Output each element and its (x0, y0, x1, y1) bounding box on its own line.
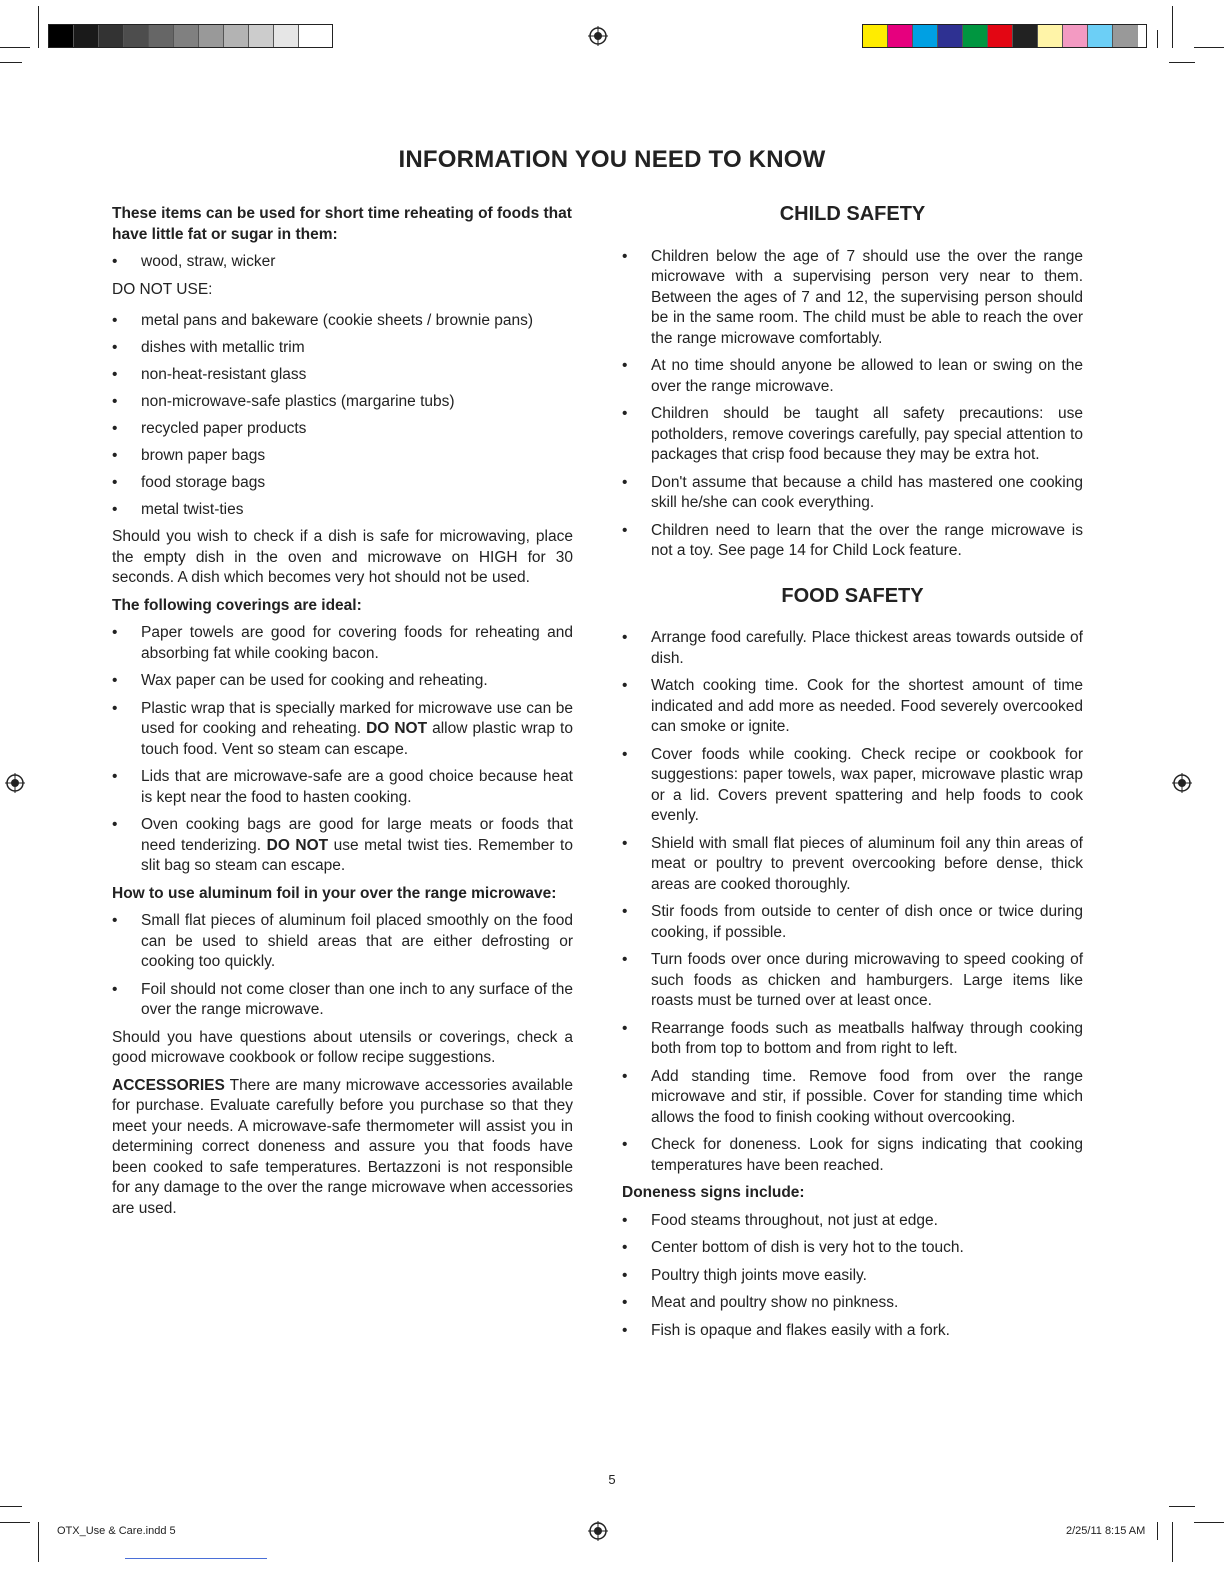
questions-paragraph: Should you have questions about utensils or coverings, check a good microwave cookbook or follow recipe suggestions. (112, 1028, 573, 1066)
grayscale-calibration-bar (48, 24, 333, 48)
slug-underline (125, 1558, 267, 1559)
registration-target-icon (1172, 773, 1192, 793)
item-text: use metal twist ties. Remember to slit bag so steam can escape. (141, 836, 573, 874)
list-item: • dishes with metallic trim (112, 338, 573, 359)
do-not-use-list (112, 311, 573, 521)
list-item: • Fish is opaque and flakes easily with a fork. (622, 1321, 1083, 1342)
right-column (622, 204, 1083, 1348)
color-calibration-bar (862, 24, 1147, 48)
doneness-heading: Doneness signs include: (622, 1184, 805, 1201)
color-swatch (274, 25, 299, 47)
item-text: Plastic wrap that is specially marked for microwave use can be used for cooking and reheating. (141, 699, 573, 737)
crop-mark (1172, 1522, 1173, 1562)
list-item: • food storage bags (112, 473, 573, 494)
color-swatch (74, 25, 99, 47)
list-item: • recycled paper products (112, 419, 573, 440)
color-swatch (863, 25, 888, 47)
color-swatch (99, 25, 124, 47)
crop-mark (1157, 30, 1158, 48)
page-title: INFORMATION YOU NEED TO KNOW (398, 146, 826, 173)
color-swatch (1038, 25, 1063, 47)
color-swatch (49, 25, 74, 47)
list-item: • non-heat-resistant glass (112, 365, 573, 386)
list-item: • Children need to learn that the over the range microwave is not a toy. See page 14 for Child Lock feature. (622, 521, 1083, 562)
list-item: • Don't assume that because a child has mastered one cooking skill he/she can cook everything. (622, 473, 1083, 514)
accessories-label: ACCESSORIES (112, 1076, 225, 1094)
foil-heading: How to use aluminum foil in your over the range microwave: (112, 884, 557, 902)
list-item: • Paper towels are good for covering foods for reheating and absorbing fat while cooking bacon. (112, 623, 573, 664)
crop-mark (1169, 62, 1195, 63)
crop-mark (38, 1522, 39, 1562)
color-swatch (199, 25, 224, 47)
crop-mark (1172, 6, 1173, 48)
list-item: • Stir foods from outside to center of dish once or twice during cooking, if possible. (622, 902, 1083, 943)
color-swatch (299, 25, 324, 47)
intro-heading: These items can be used for short time reheating of foods that have little fat or sugar in them: (112, 205, 572, 243)
crop-mark (0, 62, 22, 63)
color-swatch (1088, 25, 1113, 47)
list-item (112, 699, 573, 761)
list-item: • Children should be taught all safety precautions: use potholders, remove coverings carefully, pay special attention to packages that crisp food because they may be extra hot. (622, 404, 1083, 466)
list-item: • Food steams throughout, not just at edge. (622, 1211, 1083, 1232)
color-swatch (174, 25, 199, 47)
list-item: • Poultry thigh joints move easily. (622, 1266, 1083, 1287)
color-swatch (1063, 25, 1088, 47)
slug-timestamp: 2/25/11 8:15 AM (1066, 1525, 1146, 1537)
color-swatch (888, 25, 913, 47)
check-dish-paragraph: Should you wish to check if a dish is safe for microwaving, place the empty dish in the oven and microwave on HIGH for 30 seconds. A dish which becomes very hot should not be used. (112, 528, 573, 586)
color-swatch (249, 25, 274, 47)
list-item: • Rearrange foods such as meatballs halfway through cooking both from top to bottom and from right to left. (622, 1019, 1083, 1060)
list-item: • metal pans and bakeware (cookie sheets / brownie pans) (112, 311, 573, 332)
list-item: • Wax paper can be used for cooking and reheating. (112, 671, 573, 692)
color-swatch (124, 25, 149, 47)
page-number: 5 (608, 1472, 616, 1487)
list-item: • wood, straw, wicker (112, 252, 573, 273)
list-item: • Children below the age of 7 should use the over the range microwave with a supervising person very near to them. Between the ages of 7 and 12, the supervising person should be in the same room. The child must be able to reach the over the range microwave comfortably. (622, 247, 1083, 350)
list-item: • Turn foods over once during microwaving to speed cooking of such foods as chicken and hamburgers. Large items like roasts must be turned over at least once. (622, 950, 1083, 1012)
color-swatch (938, 25, 963, 47)
slug-filename: OTX_Use & Care.indd 5 (57, 1525, 176, 1537)
emphasis: DO NOT (366, 720, 428, 737)
list-item: • Add standing time. Remove food from over the range microwave and stir, if possible. Cover for standing time which allows the food to finish cooking without overcooking. (622, 1067, 1083, 1129)
list-item: • brown paper bags (112, 446, 573, 467)
list-item: • Watch cooking time. Cook for the shortest amount of time indicated and add more as needed. Food severely overcooked can smoke or ignite. (622, 676, 1083, 738)
child-safety-heading: CHILD SAFETY (779, 203, 926, 225)
coverings-heading: The following coverings are ideal: (112, 596, 362, 614)
color-swatch (988, 25, 1013, 47)
crop-mark (0, 1522, 30, 1523)
registration-target-icon (5, 773, 25, 793)
list-item: • Shield with small flat pieces of aluminum foil any thin areas of meat or poultry to prevent overcooking before dense, thick areas are cooked thoroughly. (622, 834, 1083, 896)
list-item: • Center bottom of dish is very hot to the touch. (622, 1238, 1083, 1259)
item-text: allow plastic wrap to touch food. Vent so steam can escape. (141, 720, 573, 758)
list-item: • At no time should anyone be allowed to lean or swing on the over the range microwave. (622, 356, 1083, 397)
list-item (112, 815, 573, 877)
list-item: • metal twist-ties (112, 500, 573, 521)
color-swatch (913, 25, 938, 47)
color-swatch (1013, 25, 1038, 47)
color-swatch (1113, 25, 1138, 47)
accessories-text: There are many microwave accessories available for purchase. Evaluate carefully before you purchase so that they meet your needs. A microwave-safe thermometer will assist you in determining correct doneness and assure you that foods have been cooked to safe temperatures. Bertazzoni is not responsible for any damage to the over the range microwave when accessories are used. (112, 1076, 573, 1217)
crop-mark (1169, 1506, 1195, 1507)
color-swatch (149, 25, 174, 47)
crop-mark (1157, 1522, 1158, 1540)
crop-mark (1194, 47, 1224, 48)
registration-target-icon (588, 1521, 608, 1541)
emphasis: DO NOT (266, 836, 329, 854)
list-item: • Foil should not come closer than one inch to any surface of the over the range microwave. (112, 980, 573, 1021)
item-text: Oven cooking bags are good for large meats or foods that need tenderizing. (141, 816, 573, 854)
color-swatch (963, 25, 988, 47)
food-safety-heading: FOOD SAFETY (781, 584, 924, 607)
list-item: • Small flat pieces of aluminum foil placed smoothly on the food can be used to shield areas that are either defrosting or cooking too quickly. (112, 911, 573, 973)
color-swatch (224, 25, 249, 47)
list-item: • Lids that are microwave-safe are a good choice because heat is kept near the food to hasten cooking. (112, 767, 573, 808)
list-item: • Check for doneness. Look for signs indicating that cooking temperatures have been reached. (622, 1135, 1083, 1176)
crop-mark (38, 6, 39, 48)
crop-mark (0, 47, 30, 48)
accessories-paragraph (112, 1076, 573, 1220)
left-column (112, 204, 573, 1226)
crop-mark (0, 1506, 22, 1507)
list-item: • Cover foods while cooking. Check recipe or cookbook for suggestions: paper towels, wax paper, microwave plastic wrap or a lid. Covers prevent spattering and help foods to cook evenly. (622, 745, 1083, 827)
list-item: • non-microwave-safe plastics (margarine tubs) (112, 392, 573, 413)
list-item: • Meat and poultry show no pinkness. (622, 1293, 1083, 1314)
crop-mark (1194, 1522, 1224, 1523)
list-item: • Arrange food carefully. Place thickest areas towards outside of dish. (622, 628, 1083, 669)
registration-target-icon (588, 26, 608, 46)
do-not-use-heading: DO NOT USE: (112, 280, 213, 298)
